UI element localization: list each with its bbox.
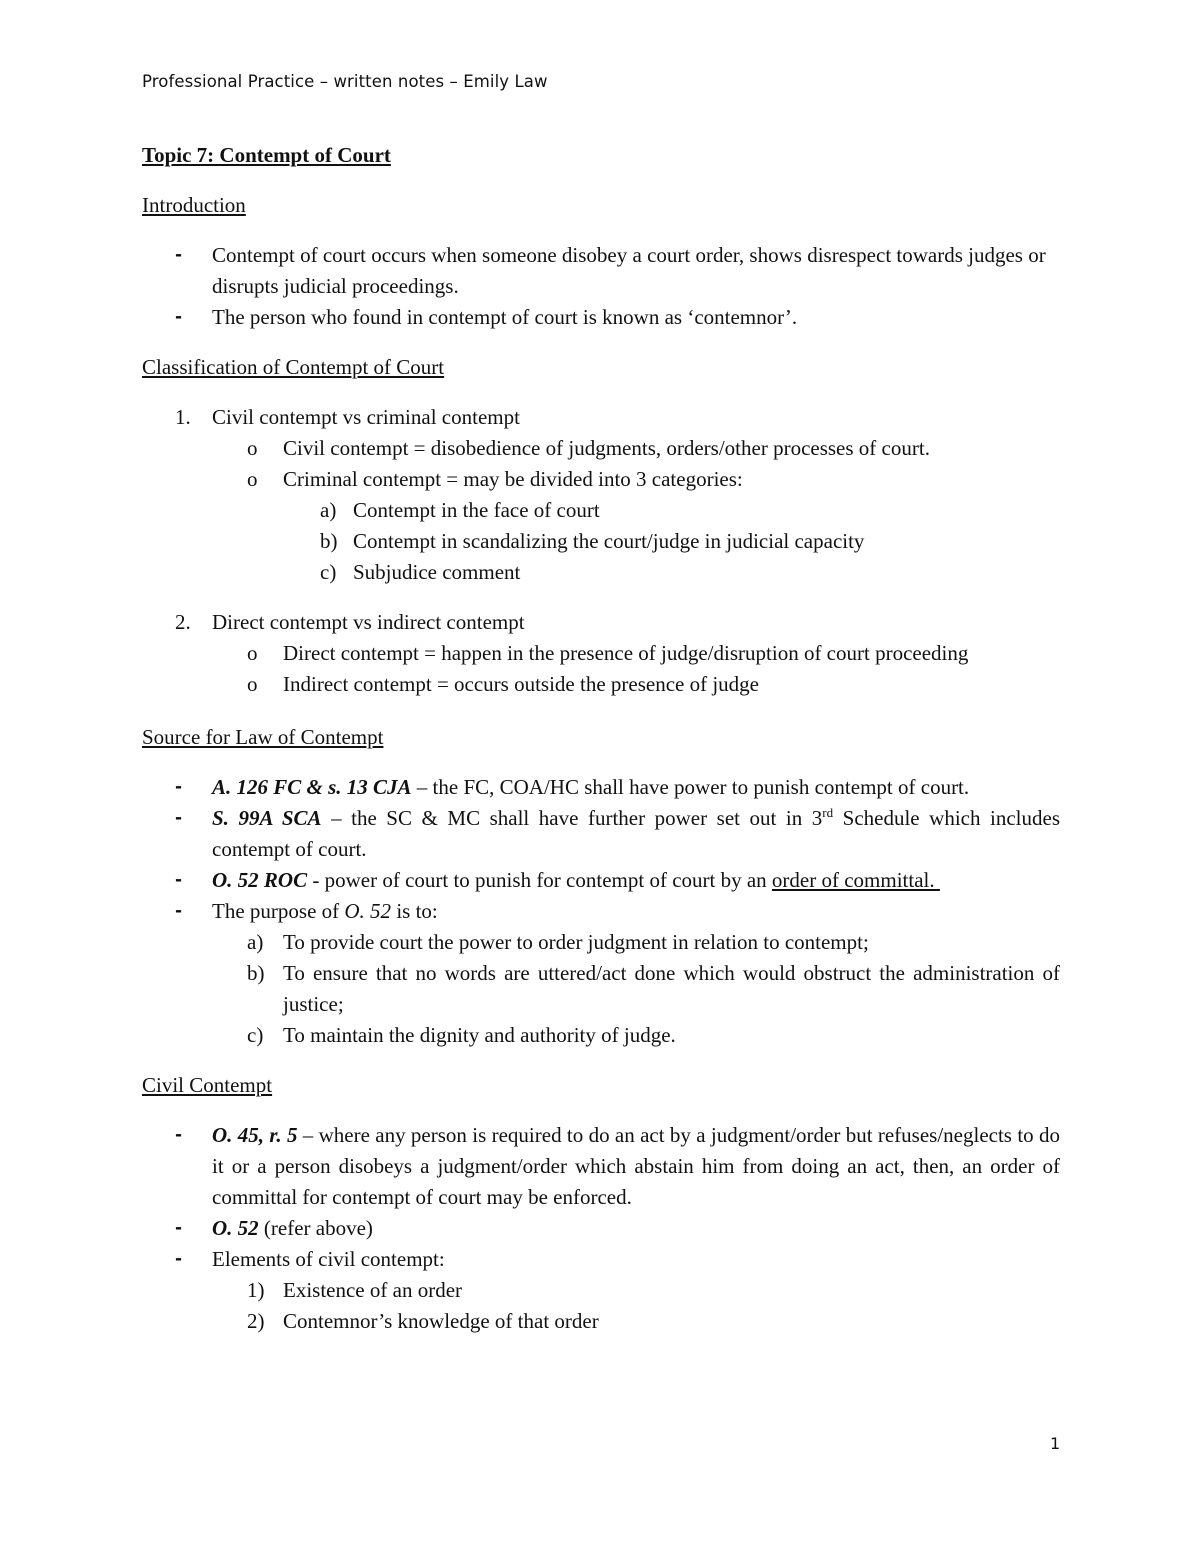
legal-reference: O. 52 ROC — [212, 868, 308, 892]
list-item: - The purpose of O. 52 is to: — [142, 896, 1060, 927]
letter-marker: b) — [247, 961, 265, 985]
element-item: 1) Existence of an order — [142, 1275, 1060, 1306]
legal-reference: S. 99A SCA — [212, 806, 322, 830]
section-heading-source: Source for Law of Contempt — [142, 725, 384, 749]
list-item: - O. 45, r. 5 – where any person is required to do an act by a judgment/order but refuses/neglects to do it or a person disobeys a judgment/order which abstain him from doing an act, then, an order of committal for contempt of court may be enforced. — [142, 1120, 1060, 1213]
dash-bullet: - — [175, 245, 183, 265]
letter-marker: a) — [320, 498, 337, 522]
dash-bullet: - — [175, 901, 183, 921]
section-heading-introduction: Introduction — [142, 193, 246, 217]
circle-bullet: o — [247, 641, 258, 665]
circle-bullet: o — [247, 436, 258, 460]
introduction-list — [142, 240, 1060, 333]
sub-list-item: o Direct contempt = happen in the presence of judge/disruption of court proceeding — [142, 638, 1060, 669]
letter-marker: a) — [247, 930, 264, 954]
purpose-item: b) To ensure that no words are uttered/act done which would obstruct the administration of justice; — [142, 958, 1060, 1020]
category-item: a) Contempt in the face of court — [142, 495, 1060, 526]
list-item: - Elements of civil contempt: — [142, 1244, 1060, 1275]
letter-marker: c) — [320, 560, 337, 584]
document-body — [142, 140, 1060, 1337]
legal-reference: O. 52 — [344, 899, 392, 923]
dash-bullet: - — [175, 808, 183, 828]
dash-bullet: - — [175, 1218, 183, 1238]
letter-marker: b) — [320, 529, 338, 553]
section-heading-civil-contempt: Civil Contempt — [142, 1073, 273, 1097]
list-item: - S. 99A SCA – the SC & MC shall have further power set out in 3rd Schedule which includes contempt of court. — [175, 805, 1060, 861]
list-item: - O. 52 (refer above) — [142, 1213, 1060, 1244]
category-item: b) Contempt in scandalizing the court/judge in judicial capacity — [142, 526, 1060, 557]
underlined-term: order of committal. — [771, 868, 940, 892]
list-item: - O. 52 ROC - power of court to punish for contempt of court by an order of committal. — [142, 865, 1060, 896]
sub-list-item: o Civil contempt = disobedience of judgments, orders/other processes of court. — [142, 433, 1060, 464]
dash-bullet: - — [175, 1125, 183, 1145]
dash-bullet: - — [175, 777, 183, 797]
source-list — [142, 772, 1060, 1051]
list-item: - The person who found in contempt of court is known as ‘contemnor’. — [142, 302, 1060, 333]
civil-contempt-list — [142, 1120, 1060, 1337]
sub-list-item: o Criminal contempt = may be divided into 3 categories: — [142, 464, 1060, 495]
number-marker: 2. — [175, 610, 191, 634]
page-title: Topic 7: Contempt of Court — [142, 143, 391, 167]
list-item: 2. Direct contempt vs indirect contempt — [142, 607, 1060, 638]
page-header: Professional Practice – written notes – Emily Law — [142, 72, 548, 91]
number-marker: 2) — [247, 1309, 265, 1333]
sub-list-item: o Indirect contempt = occurs outside the presence of judge — [142, 669, 1060, 700]
element-item: 2) Contemnor’s knowledge of that order — [142, 1306, 1060, 1337]
list-item: - A. 126 FC & s. 13 CJA – the FC, COA/HC shall have power to punish contempt of court. — [142, 772, 1060, 803]
legal-reference: O. 52 — [212, 1216, 259, 1240]
letter-marker: c) — [247, 1023, 264, 1047]
legal-reference: O. 45, r. 5 — [212, 1123, 298, 1147]
circle-bullet: o — [247, 672, 258, 696]
circle-bullet: o — [247, 467, 258, 491]
dash-bullet: - — [175, 870, 183, 890]
dash-bullet: - — [175, 307, 183, 327]
section-heading-classification: Classification of Contempt of Court — [142, 355, 445, 379]
category-item: c) Subjudice comment — [142, 557, 1060, 588]
list-item: 1. Civil contempt vs criminal contempt — [142, 402, 1060, 433]
purpose-item: a) To provide court the power to order judgment in relation to contempt; — [142, 927, 1060, 958]
classification-list — [142, 402, 1060, 700]
number-marker: 1. — [175, 405, 191, 429]
page-number: 1 — [1050, 1434, 1061, 1453]
purpose-item: c) To maintain the dignity and authority of judge. — [142, 1020, 1060, 1051]
dash-bullet: - — [175, 1249, 183, 1269]
number-marker: 1) — [247, 1278, 265, 1302]
legal-reference: A. 126 FC & s. 13 CJA — [212, 775, 412, 799]
list-item: - Contempt of court occurs when someone disobey a court order, shows disrespect towards judges or disrupts judicial proceedings. — [142, 240, 1060, 302]
